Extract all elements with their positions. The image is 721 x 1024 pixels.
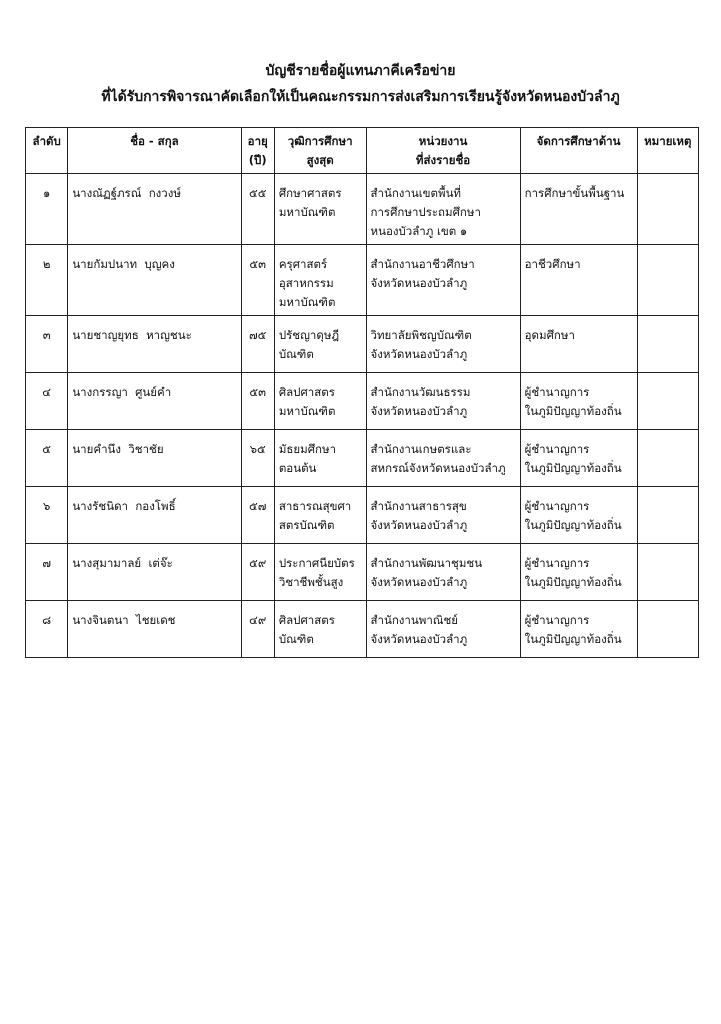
cell-seq: ๗ bbox=[26, 544, 68, 601]
header-field: จัดการศึกษาด้าน bbox=[520, 128, 637, 174]
cell-name: นางรัชนิดา กองโพธิ์ bbox=[68, 487, 241, 544]
cell-name: นางกรรญา ศูนย์คำ bbox=[68, 373, 241, 430]
cell-name: นางณัฏฐ์ภรณ์ กงวงษ์ bbox=[68, 174, 241, 245]
cell-degree: มัธยมศึกษา ตอนต้น bbox=[274, 430, 366, 487]
cell-org: สำนักงานอาชีวศึกษา จังหวัดหนองบัวลำภู bbox=[366, 245, 520, 316]
cell-org: สำนักงานพัฒนาชุมชน จังหวัดหนองบัวลำภู bbox=[366, 544, 520, 601]
table-header-row bbox=[26, 128, 699, 174]
cell-field: ผู้ชำนาญการ ในภูมิปัญญาท้องถิ่น bbox=[520, 544, 637, 601]
cell-note bbox=[637, 245, 699, 316]
cell-seq: ๑ bbox=[26, 174, 68, 245]
cell-org: สำนักงานเขตพื้นที่ การศึกษาประถมศึกษา หนองบัวลำภู เขต ๑ bbox=[366, 174, 520, 245]
cell-note bbox=[637, 601, 699, 658]
document-title: บัญชีรายชื่อผู้แทนภาคีเครือข่าย bbox=[265, 63, 456, 79]
document-subtitle: ที่ได้รับการพิจารณาคัดเลือกให้เป็นคณะกรรมการส่งเสริมการเรียนรู้จังหวัดหนองบัวลำภู bbox=[101, 89, 620, 105]
cell-degree: ประกาศนียบัตร วิชาชีพชั้นสูง bbox=[274, 544, 366, 601]
cell-name: นายคำนึง วิชาชัย bbox=[68, 430, 241, 487]
header-org: หน่วยงาน ที่ส่งรายชื่อ bbox=[366, 128, 520, 174]
cell-degree: ศิลปศาสตร มหาบัณฑิต bbox=[274, 373, 366, 430]
cell-degree: สาธารณสุขศา สตรบัณฑิต bbox=[274, 487, 366, 544]
cell-note bbox=[637, 373, 699, 430]
cell-degree: ปรัชญาดุษฎี บัณฑิต bbox=[274, 316, 366, 373]
cell-org: สำนักงานวัฒนธรรม จังหวัดหนองบัวลำภู bbox=[366, 373, 520, 430]
header-name: ชื่อ - สกุล bbox=[68, 128, 241, 174]
table-row bbox=[26, 601, 699, 658]
cell-name: นางจินตนา ไชยเดช bbox=[68, 601, 241, 658]
table-row bbox=[26, 487, 699, 544]
cell-field: การศึกษาขั้นพื้นฐาน bbox=[520, 174, 637, 245]
header-age: อายุ (ปี) bbox=[241, 128, 274, 174]
table-body bbox=[26, 174, 699, 658]
cell-name: นายกัมปนาท บุญคง bbox=[68, 245, 241, 316]
header-note: หมายเหตุ bbox=[637, 128, 699, 174]
cell-seq: ๕ bbox=[26, 430, 68, 487]
cell-org: วิทยาลัยพิชญบัณฑิต จังหวัดหนองบัวลำภู bbox=[366, 316, 520, 373]
cell-field: ผู้ชำนาญการ ในภูมิปัญญาท้องถิ่น bbox=[520, 373, 637, 430]
cell-name: นายชาญยุทธ หาญชนะ bbox=[68, 316, 241, 373]
cell-age: ๕๕ bbox=[241, 174, 274, 245]
committee-roster-table bbox=[25, 127, 699, 658]
cell-note bbox=[637, 430, 699, 487]
table-row bbox=[26, 245, 699, 316]
table-row bbox=[26, 174, 699, 245]
cell-note bbox=[637, 316, 699, 373]
cell-field: อาชีวศึกษา bbox=[520, 245, 637, 316]
cell-seq: ๓ bbox=[26, 316, 68, 373]
cell-seq: ๖ bbox=[26, 487, 68, 544]
cell-degree: ศิลปศาสตร บัณฑิต bbox=[274, 601, 366, 658]
header-degree: วุฒิการศึกษา สูงสุด bbox=[274, 128, 366, 174]
cell-org: สำนักงานเกษตรและ สหกรณ์จังหวัดหนองบัวลำภู bbox=[366, 430, 520, 487]
cell-field: ผู้ชำนาญการ ในภูมิปัญญาท้องถิ่น bbox=[520, 430, 637, 487]
cell-age: ๕๓ bbox=[241, 373, 274, 430]
cell-age: ๕๗ bbox=[241, 487, 274, 544]
table-row bbox=[26, 544, 699, 601]
cell-degree: ศึกษาศาสตร มหาบัณฑิต bbox=[274, 174, 366, 245]
table-row bbox=[26, 316, 699, 373]
cell-degree: ครุศาสตร์ อุสาหกรรม มหาบัณฑิต bbox=[274, 245, 366, 316]
cell-age: ๕๙ bbox=[241, 544, 274, 601]
cell-age: ๗๕ bbox=[241, 316, 274, 373]
cell-field: ผู้ชำนาญการ ในภูมิปัญญาท้องถิ่น bbox=[520, 601, 637, 658]
cell-seq: ๔ bbox=[26, 373, 68, 430]
cell-field: ผู้ชำนาญการ ในภูมิปัญญาท้องถิ่น bbox=[520, 487, 637, 544]
cell-note bbox=[637, 174, 699, 245]
cell-note bbox=[637, 544, 699, 601]
cell-seq: ๒ bbox=[26, 245, 68, 316]
cell-org: สำนักงานสาธารสุข จังหวัดหนองบัวลำภู bbox=[366, 487, 520, 544]
cell-org: สำนักงานพาณิชย์ จังหวัดหนองบัวลำภู bbox=[366, 601, 520, 658]
cell-age: ๕๓ bbox=[241, 245, 274, 316]
cell-field: อุดมศึกษา bbox=[520, 316, 637, 373]
cell-age: ๖๕ bbox=[241, 430, 274, 487]
cell-age: ๔๙ bbox=[241, 601, 274, 658]
table-row bbox=[26, 373, 699, 430]
cell-note bbox=[637, 487, 699, 544]
cell-name: นางสุมามาลย์ เต่จ๊ะ bbox=[68, 544, 241, 601]
table-row bbox=[26, 430, 699, 487]
cell-seq: ๘ bbox=[26, 601, 68, 658]
header-seq: ลำดับ bbox=[26, 128, 68, 174]
